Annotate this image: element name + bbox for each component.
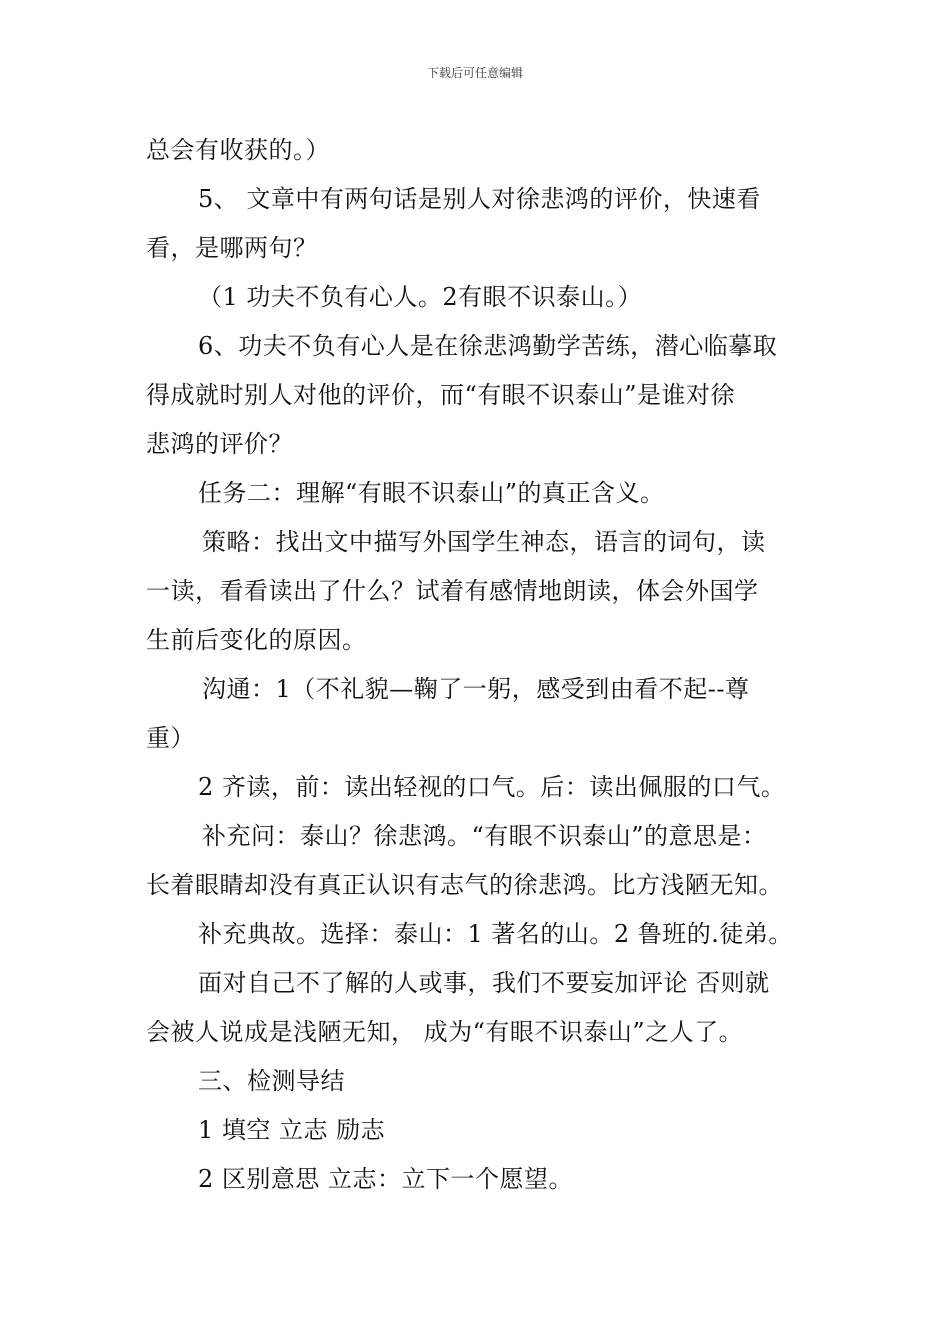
text-line: 一读，看看读出了什么？试着有感情地朗读，体会外国学 xyxy=(146,577,759,605)
text-line: 生前后变化的原因。 xyxy=(146,626,367,654)
text-line: （1 功夫不负有心人。2有眼不识泰山。） xyxy=(198,283,643,311)
text-line: 策略：找出文中描写外国学生神态，语言的词句，读 xyxy=(202,528,766,556)
page-header: 下载后可任意编辑 xyxy=(426,66,523,80)
text-line: 1 填空 立志 励志 xyxy=(198,1116,386,1144)
text-line: 沟通：1（不礼貌—鞠了一躬，感受到由看不起--尊 xyxy=(202,675,750,703)
text-line: 三、检测导结 xyxy=(198,1067,345,1095)
text-line: 会被人说成是浅陋无知， 成为“有眼不识泰山”之人了。 xyxy=(146,1018,744,1046)
text-line: 补充问：泰山？徐悲鸿。“有眼不识泰山”的意思是： xyxy=(202,822,767,850)
text-line: 6、功夫不负有心人是在徐悲鸿勤学苦练，潜心临摹取 xyxy=(198,332,778,360)
text-line: 任务二：理解“有眼不识泰山”的真正含义。 xyxy=(198,479,665,507)
text-line: 面对自己不了解的人或事，我们不要妄加评论 否则就 xyxy=(198,969,770,997)
text-line: 5、 文章中有两句话是别人对徐悲鸿的评价，快速看 xyxy=(198,185,761,213)
text-line: 看，是哪两句？ xyxy=(146,234,318,262)
text-line: 补充典故。选择：泰山：1 著名的山。2 鲁班的.徒弟。 xyxy=(198,920,793,948)
text-line: 长着眼睛却没有真正认识有志气的徐悲鸿。比方浅陋无知。 xyxy=(146,871,783,899)
text-line: 悲鸿的评价？ xyxy=(146,430,293,458)
text-line: 重） xyxy=(146,724,195,752)
text-line: 总会有收获的。） xyxy=(146,136,330,164)
text-line: 得成就时别人对他的评价，而“有眼不识泰山”是谁对徐 xyxy=(146,381,736,409)
text-line: 2 区别意思 立志：立下一个愿望。 xyxy=(198,1165,574,1193)
document-body xyxy=(146,126,826,1204)
text-line: 2 齐读，前：读出轻视的口气。后：读出佩服的口气。 xyxy=(198,773,786,801)
